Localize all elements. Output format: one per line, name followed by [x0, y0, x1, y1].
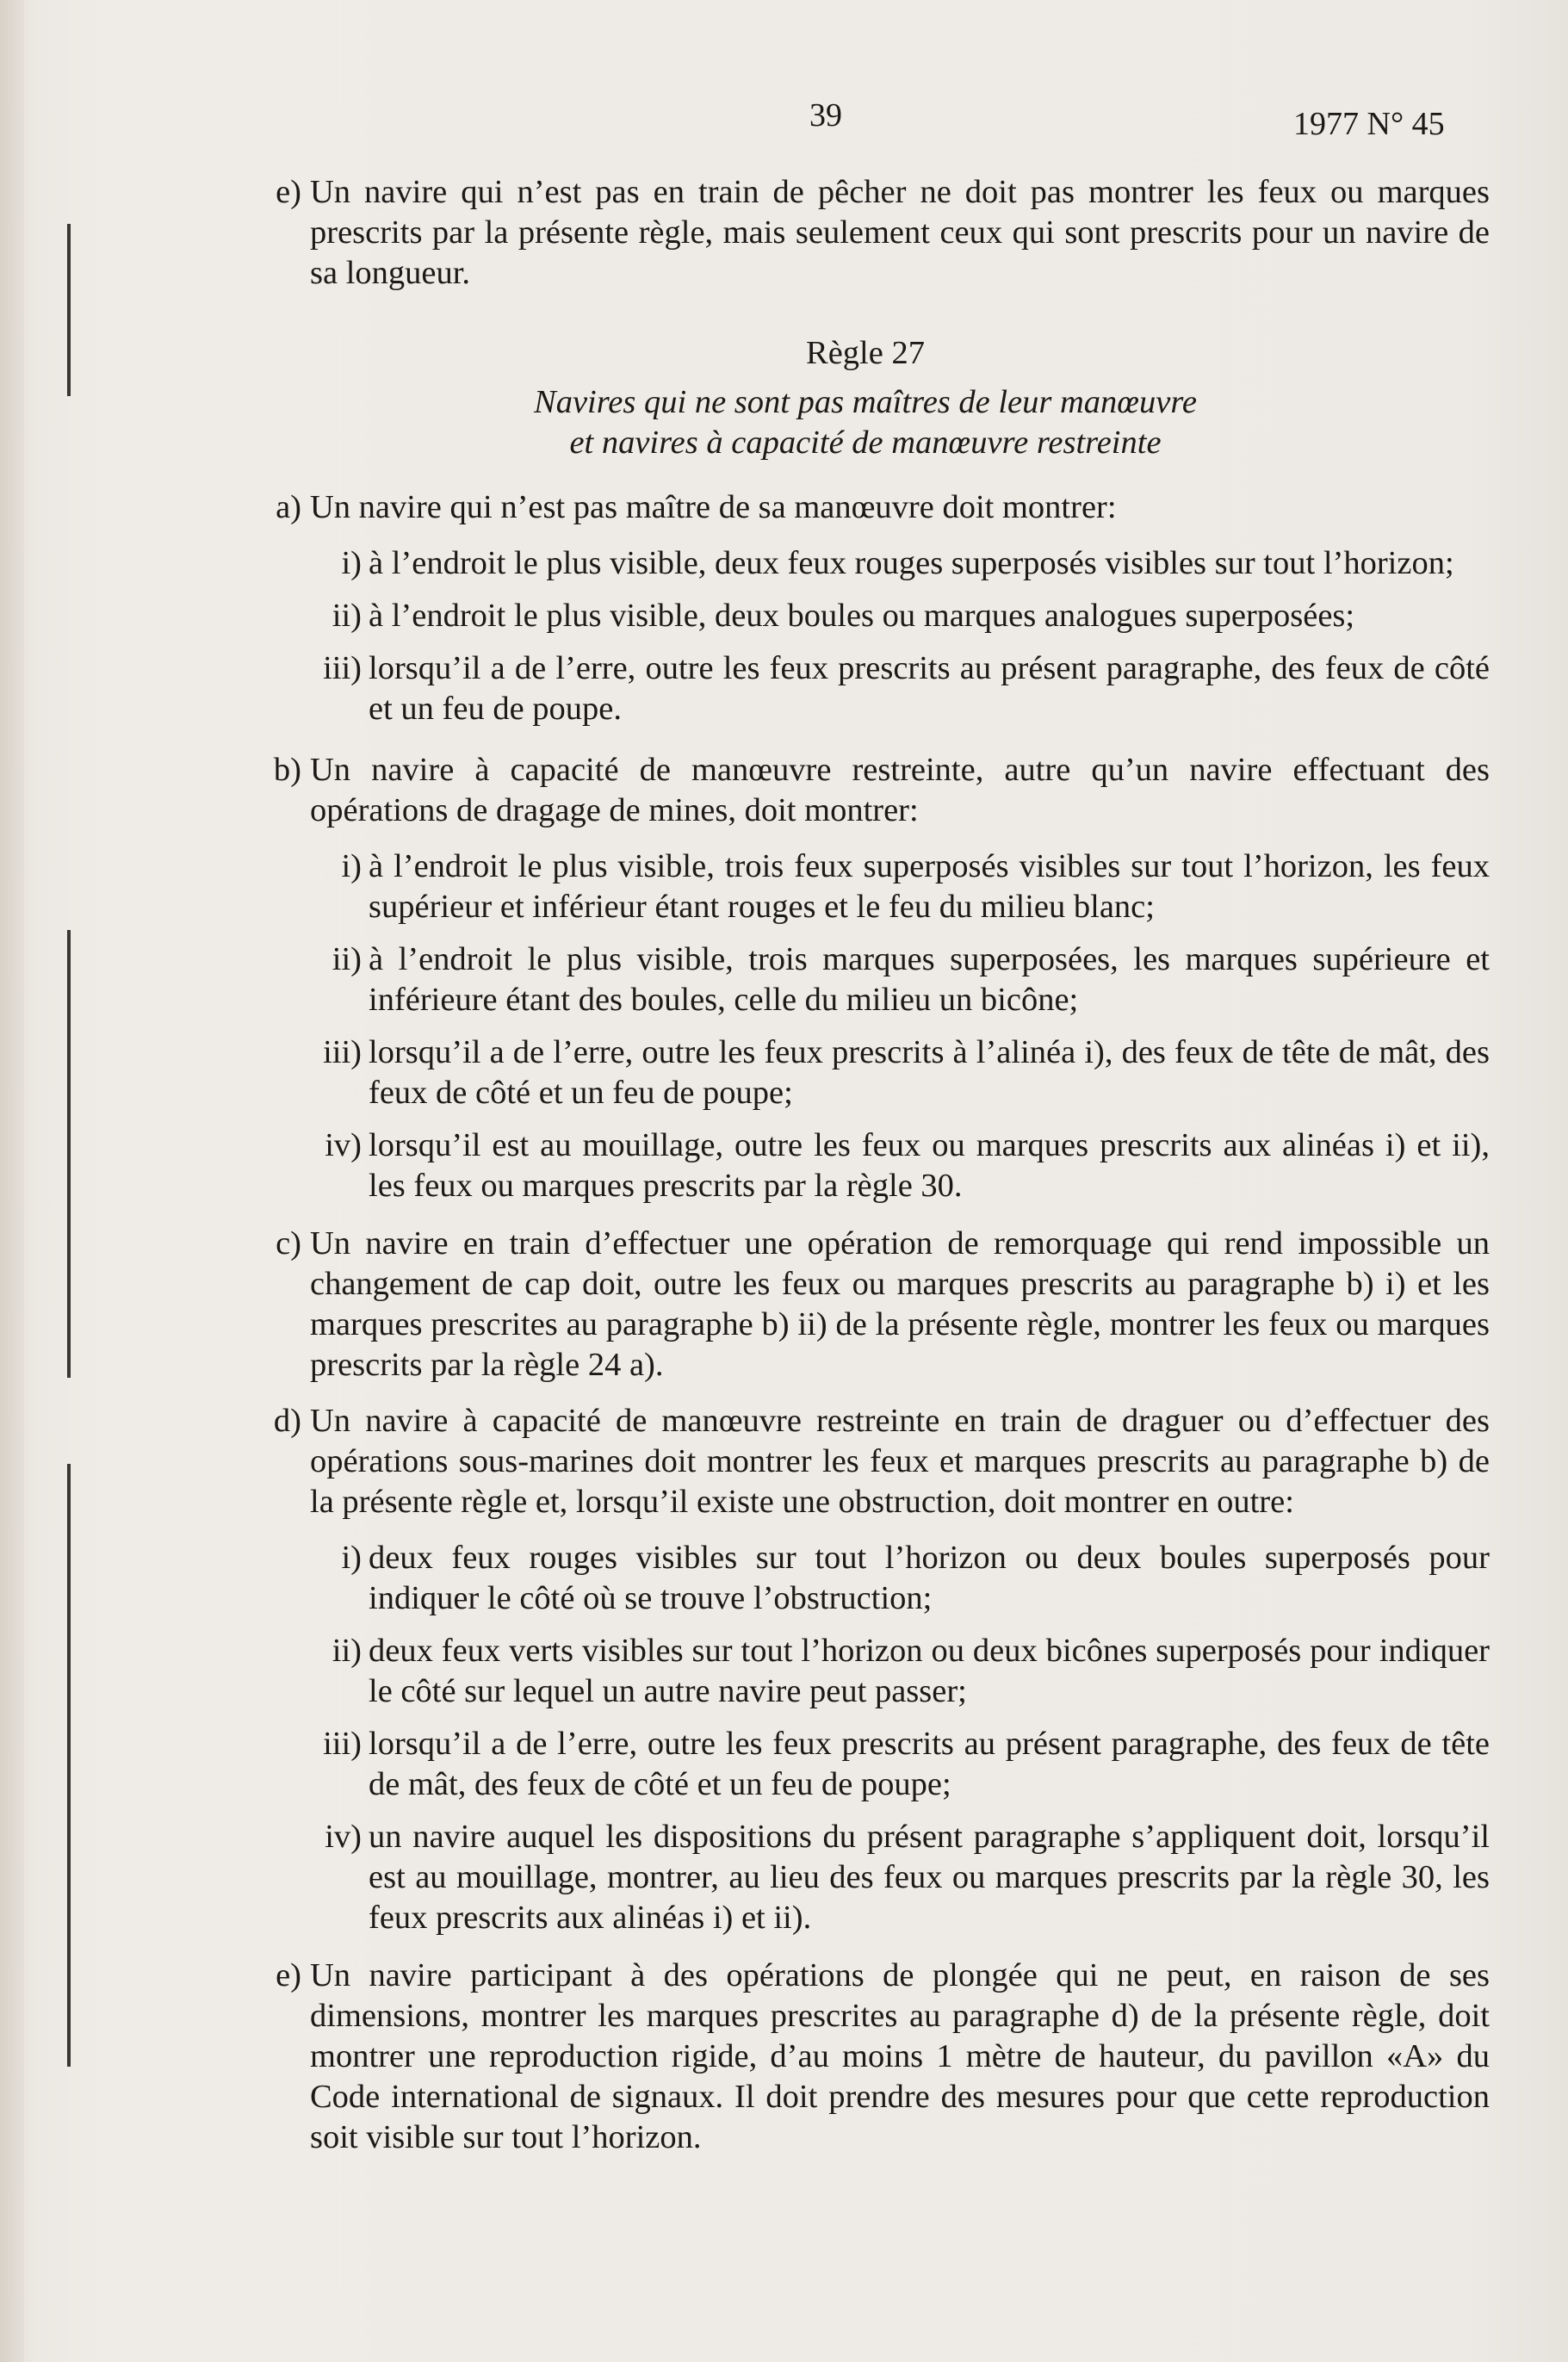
- item-label: ii): [332, 1633, 362, 1669]
- paragraph-c: [241, 1224, 1490, 1386]
- list-item: [241, 596, 1490, 636]
- rule-title: Règle 27: [806, 335, 925, 371]
- page-number: 39: [809, 97, 842, 133]
- list-item: [241, 1631, 1490, 1712]
- paragraph-e: [241, 1956, 1490, 2158]
- item-text: deux feux verts visibles sur tout l’horizon ou deux bicônes superposés pour indiquer le côté sur lequel un autre navire peut passer;: [369, 1633, 1490, 1709]
- item-label: i): [341, 848, 362, 884]
- item-label: iv): [325, 1819, 362, 1855]
- paragraph-label: e): [276, 174, 301, 210]
- item-label: iii): [323, 1034, 362, 1070]
- paragraph-label: d): [273, 1403, 301, 1439]
- item-label: iii): [323, 650, 362, 686]
- paragraph-text: Un navire à capacité de manœuvre restreinte en train de draguer ou d’effectuer des opérations sous-marines doit montrer les feux et marques prescrits au paragraphe b) de la présente règle et, lorsqu’il existe une obstruction, doit montrer en outre:: [310, 1403, 1490, 1520]
- item-text: à l’endroit le plus visible, deux feux rouges superposés visibles sur tout l’horizon;: [369, 545, 1454, 581]
- list-item: [241, 1724, 1490, 1805]
- item-text: à l’endroit le plus visible, trois marques superposées, les marques supérieure et inférieure étant des boules, celle du milieu un bicône;: [369, 941, 1490, 1018]
- body-text: [241, 172, 1490, 2173]
- list-item: [241, 1032, 1490, 1113]
- item-label: i): [341, 1540, 362, 1576]
- paragraph-b: [241, 750, 1490, 831]
- treaty-reference: 1977 N° 45: [1293, 106, 1445, 142]
- rule-subtitle-line: Navires qui ne sont pas maîtres de leur manœuvre: [534, 384, 1197, 420]
- item-label: i): [341, 545, 362, 581]
- paragraph-d: [241, 1401, 1490, 1522]
- paragraph-e-intro: [241, 172, 1490, 294]
- paragraph-label: a): [276, 489, 301, 525]
- paragraph-text: Un navire qui n’est pas maître de sa manœuvre doit montrer:: [310, 489, 1117, 525]
- paragraph-label: c): [276, 1225, 301, 1262]
- paragraph-label: b): [273, 752, 301, 788]
- margin-mark: [67, 224, 71, 396]
- item-label: ii): [332, 941, 362, 977]
- paragraph-a: [241, 487, 1490, 528]
- list-item: [241, 939, 1490, 1020]
- item-text: lorsqu’il a de l’erre, outre les feux prescrits au présent paragraphe, des feux de tête de mât, des feux de côté et un feu de poupe;: [369, 1726, 1490, 1802]
- list-item: [241, 648, 1490, 729]
- item-text: deux feux rouges visibles sur tout l’horizon ou deux boules superposés pour indiquer le côté où se trouve l’obstruction;: [369, 1540, 1490, 1616]
- paragraph-text: Un navire en train d’effectuer une opération de remorquage qui rend impossible un changement de cap doit, outre les feux ou marques prescrits au paragraphe b) i) et les marques prescrites au paragraphe b) ii) de la présente règle, montrer les feux ou marques prescrits par la règle 24 a).: [310, 1225, 1490, 1383]
- item-label: iii): [323, 1726, 362, 1762]
- list-item: [241, 1538, 1490, 1619]
- binding-gutter: [0, 0, 24, 2362]
- margin-mark: [67, 930, 71, 1378]
- item-label: iv): [325, 1127, 362, 1163]
- item-text: lorsqu’il a de l’erre, outre les feux prescrits à l’alinéa i), des feux de tête de mât, des feux de côté et un feu de poupe;: [369, 1034, 1490, 1111]
- page-header: [0, 96, 1568, 148]
- item-text: lorsqu’il a de l’erre, outre les feux prescrits au présent paragraphe, des feux de côté et un feu de poupe.: [369, 650, 1490, 727]
- paragraph-label: e): [276, 1957, 301, 1993]
- paragraph-text: Un navire à capacité de manœuvre restreinte, autre qu’un navire effectuant des opérations de dragage de mines, doit montrer:: [310, 752, 1490, 828]
- rule-subtitle-line: et navires à capacité de manœuvre restreinte: [569, 425, 1162, 461]
- list-item: [241, 1125, 1490, 1206]
- item-text: lorsqu’il est au mouillage, outre les feux ou marques prescrits aux alinéas i) et ii), les feux ou marques prescrits par la règle 30.: [369, 1127, 1490, 1204]
- item-text: à l’endroit le plus visible, deux boules ou marques analogues superposées;: [369, 598, 1355, 634]
- paragraph-text: Un navire participant à des opérations de plongée qui ne peut, en raison de ses dimensions, montrer les marques prescrites au paragraphe d) de la présente règle, doit montrer une reproduction rigide, d’au moins 1 mètre de hauteur, du pavillon «A» du Code international de signaux. Il doit prendre des mesures pour que cette reproduction soit visible sur tout l’horizon.: [310, 1957, 1490, 2155]
- item-label: ii): [332, 598, 362, 634]
- item-text: un navire auquel les dispositions du présent paragraphe s’appliquent doit, lorsqu’il est au mouillage, montrer, au lieu des feux ou marques prescrits par la règle 30, les feux prescrits aux alinéas i) et ii).: [369, 1819, 1490, 1936]
- list-item: [241, 543, 1490, 584]
- margin-mark: [67, 1464, 71, 2067]
- paragraph-text: Un navire qui n’est pas en train de pêcher ne doit pas montrer les feux ou marques prescrits par la présente règle, mais seulement ceux qui sont prescrits pour un navire de sa longueur.: [310, 174, 1490, 291]
- list-item: [241, 846, 1490, 927]
- item-text: à l’endroit le plus visible, trois feux superposés visibles sur tout l’horizon, les feux supérieur et inférieur étant rouges et le feu du milieu blanc;: [369, 848, 1490, 925]
- list-item: [241, 1817, 1490, 1938]
